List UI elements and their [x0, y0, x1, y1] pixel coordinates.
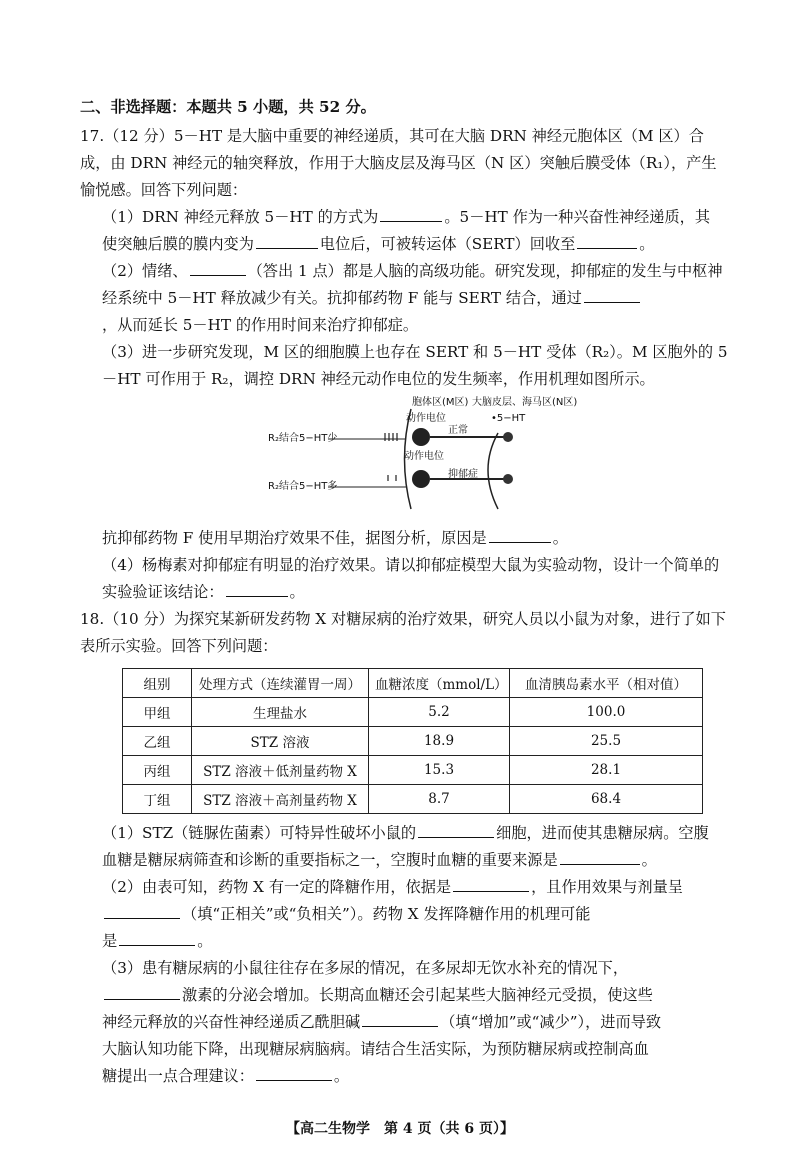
- answer-blank[interactable]: [190, 260, 246, 276]
- q18-part3-cont3: 大脑认知功能下降，出现糖尿病脑病。请结合生活实际，为预防糖尿病或控制高血: [102, 1040, 649, 1058]
- mechanism-figure: [266, 397, 578, 519]
- section-heading: 二、非选择题：本题共 5 小题，共 52 分。: [80, 98, 376, 116]
- table-row: [123, 756, 703, 785]
- table-cell: 28.1: [510, 756, 703, 785]
- neuron-soma-icon: [412, 470, 430, 488]
- table-header-row: [123, 669, 703, 698]
- fig-label-5ht: •5−HT: [491, 413, 526, 424]
- table-row: [123, 727, 703, 756]
- table-header: 处理方式（连续灌胃一周）: [192, 669, 369, 698]
- answer-blank[interactable]: [104, 984, 180, 1000]
- answer-blank[interactable]: [226, 581, 288, 597]
- q17-part2: （2）情绪、 （答出 1 点）都是人脑的高级功能。研究发现，抑郁症的发生与中枢神经系统中 5－HT 释放减少有关。抗抑郁药物 F 能与 SERT 结合，通过: [102, 262, 723, 307]
- answer-blank[interactable]: [119, 930, 195, 946]
- answer-blank[interactable]: [256, 1065, 332, 1081]
- answer-blank[interactable]: [560, 849, 640, 865]
- table-cell: 15.3: [369, 756, 510, 785]
- fig-label-n-region: 大脑皮层、海马区(N区): [472, 397, 578, 408]
- answer-blank[interactable]: [489, 527, 551, 543]
- q17-part4: （4）杨梅素对抑郁症有明显的治疗效果。请以抑郁症模型大鼠为实验动物，设计一个简单的实验验证该结论： 。: [102, 556, 720, 601]
- table-cell: 100.0: [510, 698, 703, 727]
- answer-blank[interactable]: [418, 822, 494, 838]
- fig-label-depression: 抑郁症: [448, 469, 478, 480]
- page-footer: 【高二生物学 第 4 页（共 6 页）】: [286, 1121, 514, 1137]
- q18-part2-cont: （填“正相关”或“负相关”）。药物 X 发挥降糖作用的机理可能: [80, 901, 730, 928]
- q17-part1: （1）DRN 神经元释放 5－HT 的方式为 。5－HT 作为一种兴奋性神经递质，其: [102, 208, 711, 226]
- q17-part1-cont: 使突触后膜的膜内变为 电位后，可被转运体（SERT）回收至 。: [102, 235, 655, 253]
- synapse-icon: [503, 474, 513, 484]
- table-cell: 丙组: [123, 756, 192, 785]
- table-cell: 68.4: [510, 785, 703, 814]
- q17-part3-cont: 抗抑郁药物 F 使用早期治疗效果不佳，据图分析，原因是 。: [102, 529, 568, 547]
- q17-part2-cont: ，从而延长 5－HT 的作用时间来治疗抑郁症。: [102, 316, 419, 334]
- table-row: [123, 698, 703, 727]
- table-cell: 18.9: [369, 727, 510, 756]
- fig-label-m-region: 胞体区(M区): [412, 397, 469, 408]
- q18-part3-cont: 激素的分泌会增加。长期高血糖还会引起某些大脑神经元受损，使这些: [80, 982, 730, 1009]
- table-cell: 丁组: [123, 785, 192, 814]
- table-cell: STZ 溶液＋高剂量药物 X: [192, 785, 369, 814]
- table-cell: 乙组: [123, 727, 192, 756]
- table-cell: 8.7: [369, 785, 510, 814]
- table-cell: 5.2: [369, 698, 510, 727]
- table-cell: STZ 溶液＋低剂量药物 X: [192, 756, 369, 785]
- answer-blank[interactable]: [362, 1011, 438, 1027]
- q18-part1-cont: 血糖是糖尿病筛查和诊断的重要指标之一，空腹时血糖的重要来源是 。: [102, 851, 657, 869]
- answer-blank[interactable]: [104, 903, 180, 919]
- q18-part3-cont2: 神经元释放的兴奋性神经递质乙酰胆碱 （填“增加”或“减少”），进而导致: [102, 1013, 662, 1031]
- answer-blank[interactable]: [453, 876, 529, 892]
- experiment-table: [122, 668, 703, 814]
- table-cell: 甲组: [123, 698, 192, 727]
- table-cell: STZ 溶液: [192, 727, 369, 756]
- fig-label-normal: 正常: [448, 425, 468, 436]
- fig-label-action-potential: 动作电位: [406, 413, 446, 424]
- answer-blank[interactable]: [577, 233, 637, 249]
- q18-part2-end: 是 。: [102, 932, 213, 950]
- table-header: 组别: [123, 669, 192, 698]
- q18-part3: （3）患有糖尿病的小鼠往往存在多尿的情况，在多尿却无饮水补充的情况下，: [102, 959, 629, 977]
- q17-stem: 17.（12 分）5－HT 是大脑中重要的神经递质，其可在大脑 DRN 神经元胞体区（M 区）合成，由 DRN 神经元的轴突释放，作用于大脑皮层及海马区（N 区）突触后膜受体（R₁），产生愉悦感。回答下列问题：: [80, 127, 717, 199]
- table-header: 血清胰岛素水平（相对值）: [510, 669, 703, 698]
- synapse-icon: [503, 432, 513, 442]
- neuron-soma-icon: [412, 428, 430, 446]
- table-header: 血糖浓度（mmol/L）: [369, 669, 510, 698]
- fig-label-r2-high: R₂结合5−HT多: [268, 481, 338, 492]
- fig-label-action-potential: 动作电位: [404, 451, 444, 462]
- table-row: [123, 785, 703, 814]
- q17-part3: （3）进一步研究发现，M 区的细胞膜上也存在 SERT 和 5－HT 受体（R₂）。M 区胞外的 5－HT 可作用于 R₂，调控 DRN 神经元动作电位的发生频率，作用机理如图所示。: [102, 343, 728, 388]
- table-cell: 生理盐水: [192, 698, 369, 727]
- answer-blank[interactable]: [256, 233, 318, 249]
- q18-stem: 18.（10 分）为探究某新研发药物 X 对糖尿病的治疗效果，研究人员以小鼠为对象，进行了如下表所示实验。回答下列问题：: [80, 610, 726, 655]
- q18-part3-end: 糖提出一点合理建议： 。: [102, 1067, 350, 1085]
- q18-part1: （1）STZ（链脲佐菌素）可特异性破坏小鼠的 细胞，进而使其患糖尿病。空腹: [102, 824, 709, 842]
- answer-blank[interactable]: [380, 206, 442, 222]
- q18-part2: （2）由表可知，药物 X 有一定的降糖作用，依据是 ，且作用效果与剂量呈: [102, 878, 683, 896]
- answer-blank[interactable]: [584, 287, 640, 303]
- fig-label-r2-low: R₂结合5−HT少: [268, 433, 338, 444]
- table-cell: 25.5: [510, 727, 703, 756]
